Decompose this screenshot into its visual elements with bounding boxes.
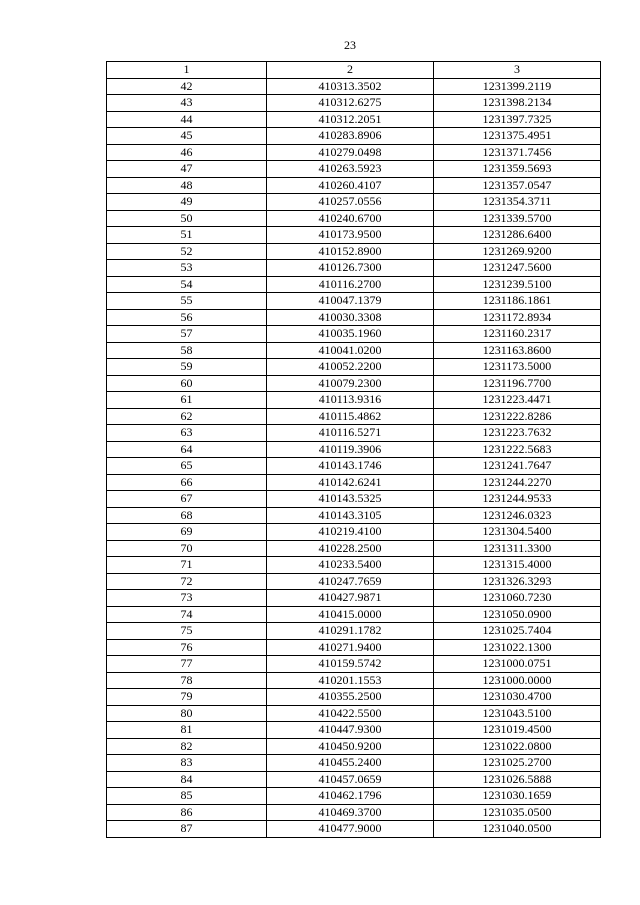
table-row xyxy=(107,573,601,590)
point-number-cell: 58 xyxy=(107,342,267,359)
coordinate-y-cell: 1231026.5888 xyxy=(434,771,601,788)
point-number-cell: 64 xyxy=(107,441,267,458)
coordinate-y-cell: 1231222.8286 xyxy=(434,408,601,425)
coordinate-x-cell: 410313.3502 xyxy=(267,78,434,95)
point-number-cell: 49 xyxy=(107,194,267,211)
coordinate-x-cell: 410427.9871 xyxy=(267,590,434,607)
coordinate-y-cell: 1231244.2270 xyxy=(434,474,601,491)
point-number-cell: 84 xyxy=(107,771,267,788)
coordinate-x-cell: 410469.3700 xyxy=(267,804,434,821)
column-header-3: 3 xyxy=(434,62,601,79)
coordinate-x-cell: 410152.8900 xyxy=(267,243,434,260)
point-number-cell: 57 xyxy=(107,326,267,343)
table-row xyxy=(107,623,601,640)
table-row xyxy=(107,177,601,194)
table-row xyxy=(107,392,601,409)
coordinate-y-cell: 1231043.5100 xyxy=(434,705,601,722)
coordinate-x-cell: 410312.6275 xyxy=(267,95,434,112)
point-number-cell: 42 xyxy=(107,78,267,95)
coordinate-y-cell: 1231160.2317 xyxy=(434,326,601,343)
coordinate-y-cell: 1231172.8934 xyxy=(434,309,601,326)
coordinate-x-cell: 410355.2500 xyxy=(267,689,434,706)
coordinate-y-cell: 1231019.4500 xyxy=(434,722,601,739)
coordinate-y-cell: 1231399.2119 xyxy=(434,78,601,95)
point-number-cell: 45 xyxy=(107,128,267,145)
coordinate-y-cell: 1231060.7230 xyxy=(434,590,601,607)
coordinate-x-cell: 410228.2500 xyxy=(267,540,434,557)
point-number-cell: 86 xyxy=(107,804,267,821)
table-row xyxy=(107,590,601,607)
coordinate-x-cell: 410247.7659 xyxy=(267,573,434,590)
coordinate-y-cell: 1231035.0500 xyxy=(434,804,601,821)
point-number-cell: 77 xyxy=(107,656,267,673)
coordinate-y-cell: 1231315.4000 xyxy=(434,557,601,574)
table-row xyxy=(107,359,601,376)
table-row xyxy=(107,441,601,458)
coordinate-x-cell: 410291.1782 xyxy=(267,623,434,640)
table-row xyxy=(107,95,601,112)
coordinate-y-cell: 1231196.7700 xyxy=(434,375,601,392)
point-number-cell: 66 xyxy=(107,474,267,491)
coordinate-y-cell: 1231247.5600 xyxy=(434,260,601,277)
table-row xyxy=(107,260,601,277)
point-number-cell: 79 xyxy=(107,689,267,706)
table-row xyxy=(107,194,601,211)
coordinate-y-cell: 1231022.0800 xyxy=(434,738,601,755)
coordinate-x-cell: 410312.2051 xyxy=(267,111,434,128)
point-number-cell: 74 xyxy=(107,606,267,623)
table-row xyxy=(107,458,601,475)
coordinate-y-cell: 1231222.5683 xyxy=(434,441,601,458)
coordinate-y-cell: 1231286.6400 xyxy=(434,227,601,244)
coordinate-y-cell: 1231000.0751 xyxy=(434,656,601,673)
table-row xyxy=(107,326,601,343)
point-number-cell: 82 xyxy=(107,738,267,755)
coordinate-y-cell: 1231241.7647 xyxy=(434,458,601,475)
coordinate-y-cell: 1231022.1300 xyxy=(434,639,601,656)
table-row xyxy=(107,705,601,722)
point-number-cell: 50 xyxy=(107,210,267,227)
point-number-cell: 44 xyxy=(107,111,267,128)
point-number-cell: 63 xyxy=(107,425,267,442)
coordinate-x-cell: 410257.0556 xyxy=(267,194,434,211)
coordinate-y-cell: 1231304.5400 xyxy=(434,524,601,541)
coordinate-y-cell: 1231025.2700 xyxy=(434,755,601,772)
point-number-cell: 81 xyxy=(107,722,267,739)
coordinate-x-cell: 410260.4107 xyxy=(267,177,434,194)
coordinate-x-cell: 410279.0498 xyxy=(267,144,434,161)
coordinate-y-cell: 1231186.1861 xyxy=(434,293,601,310)
coordinate-x-cell: 410041.0200 xyxy=(267,342,434,359)
table-row xyxy=(107,804,601,821)
coordinate-x-cell: 410457.0659 xyxy=(267,771,434,788)
point-number-cell: 72 xyxy=(107,573,267,590)
table-row xyxy=(107,474,601,491)
coordinate-x-cell: 410035.1960 xyxy=(267,326,434,343)
coordinate-y-cell: 1231397.7325 xyxy=(434,111,601,128)
point-number-cell: 78 xyxy=(107,672,267,689)
coordinate-x-cell: 410271.9400 xyxy=(267,639,434,656)
coordinate-x-cell: 410142.6241 xyxy=(267,474,434,491)
point-number-cell: 62 xyxy=(107,408,267,425)
coordinate-x-cell: 410415.0000 xyxy=(267,606,434,623)
table-row xyxy=(107,540,601,557)
point-number-cell: 70 xyxy=(107,540,267,557)
coordinate-x-cell: 410447.9300 xyxy=(267,722,434,739)
point-number-cell: 76 xyxy=(107,639,267,656)
coordinate-x-cell: 410047.1379 xyxy=(267,293,434,310)
table-row xyxy=(107,276,601,293)
coordinate-y-cell: 1231040.0500 xyxy=(434,821,601,838)
table-row xyxy=(107,524,601,541)
coordinate-y-cell: 1231223.4471 xyxy=(434,392,601,409)
coordinate-x-cell: 410477.9000 xyxy=(267,821,434,838)
table-row xyxy=(107,755,601,772)
point-number-cell: 75 xyxy=(107,623,267,640)
table-row xyxy=(107,144,601,161)
table-row xyxy=(107,672,601,689)
table-row xyxy=(107,821,601,838)
table-row xyxy=(107,227,601,244)
coordinate-x-cell: 410052.2200 xyxy=(267,359,434,376)
point-number-cell: 69 xyxy=(107,524,267,541)
table-row xyxy=(107,606,601,623)
table-body xyxy=(107,78,601,837)
coordinate-x-cell: 410201.1553 xyxy=(267,672,434,689)
point-number-cell: 61 xyxy=(107,392,267,409)
coordinate-y-cell: 1231244.9533 xyxy=(434,491,601,508)
coordinate-y-cell: 1231357.0547 xyxy=(434,177,601,194)
coordinate-x-cell: 410283.8906 xyxy=(267,128,434,145)
coordinate-x-cell: 410422.5500 xyxy=(267,705,434,722)
coordinate-x-cell: 410116.5271 xyxy=(267,425,434,442)
point-number-cell: 80 xyxy=(107,705,267,722)
point-number-cell: 60 xyxy=(107,375,267,392)
coordinate-y-cell: 1231050.0900 xyxy=(434,606,601,623)
coordinate-x-cell: 410240.6700 xyxy=(267,210,434,227)
coordinate-y-cell: 1231359.5693 xyxy=(434,161,601,178)
coordinate-y-cell: 1231223.7632 xyxy=(434,425,601,442)
coordinate-x-cell: 410143.5325 xyxy=(267,491,434,508)
coordinate-x-cell: 410126.7300 xyxy=(267,260,434,277)
coordinate-y-cell: 1231000.0000 xyxy=(434,672,601,689)
coordinate-x-cell: 410450.9200 xyxy=(267,738,434,755)
coordinate-x-cell: 410143.3105 xyxy=(267,507,434,524)
point-number-cell: 51 xyxy=(107,227,267,244)
coordinate-y-cell: 1231269.9200 xyxy=(434,243,601,260)
table-row xyxy=(107,78,601,95)
coordinate-x-cell: 410119.3906 xyxy=(267,441,434,458)
coordinate-x-cell: 410263.5923 xyxy=(267,161,434,178)
coordinate-x-cell: 410219.4100 xyxy=(267,524,434,541)
point-number-cell: 55 xyxy=(107,293,267,310)
coordinate-y-cell: 1231311.3300 xyxy=(434,540,601,557)
coordinate-y-cell: 1231030.1659 xyxy=(434,788,601,805)
point-number-cell: 68 xyxy=(107,507,267,524)
coordinate-x-cell: 410116.2700 xyxy=(267,276,434,293)
coordinate-x-cell: 410030.3308 xyxy=(267,309,434,326)
table-row xyxy=(107,243,601,260)
table-row xyxy=(107,771,601,788)
coordinate-y-cell: 1231030.4700 xyxy=(434,689,601,706)
coordinate-y-cell: 1231375.4951 xyxy=(434,128,601,145)
table-row xyxy=(107,111,601,128)
table-row xyxy=(107,491,601,508)
coordinate-y-cell: 1231354.3711 xyxy=(434,194,601,211)
coordinate-y-cell: 1231239.5100 xyxy=(434,276,601,293)
coordinate-x-cell: 410113.9316 xyxy=(267,392,434,409)
point-number-cell: 56 xyxy=(107,309,267,326)
table-row xyxy=(107,722,601,739)
point-number-cell: 53 xyxy=(107,260,267,277)
table-row xyxy=(107,557,601,574)
table-row xyxy=(107,293,601,310)
table-row xyxy=(107,656,601,673)
coordinate-y-cell: 1231163.8600 xyxy=(434,342,601,359)
coordinate-y-cell: 1231339.5700 xyxy=(434,210,601,227)
point-number-cell: 59 xyxy=(107,359,267,376)
table-row xyxy=(107,507,601,524)
coordinate-y-cell: 1231025.7404 xyxy=(434,623,601,640)
table-row xyxy=(107,408,601,425)
coordinate-x-cell: 410115.4862 xyxy=(267,408,434,425)
point-number-cell: 47 xyxy=(107,161,267,178)
table-row xyxy=(107,309,601,326)
coordinate-x-cell: 410143.1746 xyxy=(267,458,434,475)
table-header xyxy=(107,62,601,79)
coordinate-x-cell: 410173.9500 xyxy=(267,227,434,244)
header-row xyxy=(107,62,601,79)
coordinate-x-cell: 410455.2400 xyxy=(267,755,434,772)
point-number-cell: 67 xyxy=(107,491,267,508)
point-number-cell: 73 xyxy=(107,590,267,607)
point-number-cell: 48 xyxy=(107,177,267,194)
point-number-cell: 65 xyxy=(107,458,267,475)
point-number-cell: 43 xyxy=(107,95,267,112)
table-row xyxy=(107,639,601,656)
point-number-cell: 83 xyxy=(107,755,267,772)
table-row xyxy=(107,738,601,755)
table-row xyxy=(107,210,601,227)
coordinate-y-cell: 1231246.0323 xyxy=(434,507,601,524)
column-header-1: 1 xyxy=(107,62,267,79)
coordinate-x-cell: 410233.5400 xyxy=(267,557,434,574)
coordinates-table xyxy=(106,61,601,838)
point-number-cell: 85 xyxy=(107,788,267,805)
table-row xyxy=(107,161,601,178)
coordinate-x-cell: 410159.5742 xyxy=(267,656,434,673)
point-number-cell: 46 xyxy=(107,144,267,161)
page-number: 23 xyxy=(344,38,356,52)
coordinate-x-cell: 410462.1796 xyxy=(267,788,434,805)
coordinate-y-cell: 1231398.2134 xyxy=(434,95,601,112)
table-row xyxy=(107,689,601,706)
coordinate-y-cell: 1231326.3293 xyxy=(434,573,601,590)
table-row xyxy=(107,425,601,442)
coordinate-y-cell: 1231173.5000 xyxy=(434,359,601,376)
table-row xyxy=(107,788,601,805)
table-row xyxy=(107,375,601,392)
table-row xyxy=(107,128,601,145)
point-number-cell: 87 xyxy=(107,821,267,838)
coordinate-x-cell: 410079.2300 xyxy=(267,375,434,392)
point-number-cell: 52 xyxy=(107,243,267,260)
coordinate-y-cell: 1231371.7456 xyxy=(434,144,601,161)
point-number-cell: 71 xyxy=(107,557,267,574)
column-header-2: 2 xyxy=(267,62,434,79)
point-number-cell: 54 xyxy=(107,276,267,293)
table-row xyxy=(107,342,601,359)
